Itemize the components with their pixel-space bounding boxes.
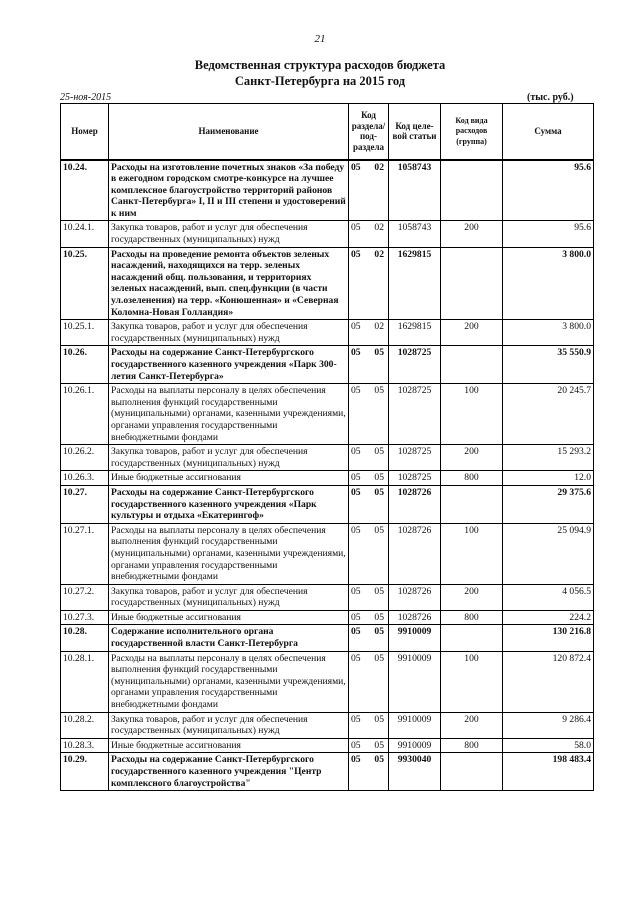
row-subsection-code: 05 — [374, 486, 384, 498]
row-number: 10.27.3. — [61, 610, 109, 625]
row-expense-type — [441, 346, 503, 384]
row-subsection-code: 05 — [374, 524, 384, 536]
row-sum: 15 293.2 — [503, 445, 594, 471]
row-section-code: 05 — [351, 347, 361, 359]
row-subsection-code: 02 — [374, 321, 384, 333]
row-number: 10.28.2. — [61, 712, 109, 738]
row-subsection-code: 05 — [374, 347, 384, 359]
row-section — [349, 471, 389, 486]
row-section-code: 05 — [351, 321, 361, 333]
row-subsection-code: 05 — [374, 754, 384, 766]
table-row — [61, 445, 594, 471]
row-number: 10.24. — [61, 160, 109, 221]
row-name: Расходы на изготовление почетных знаков «За победу в ежегодном городском смотре-конкурсе на лучшее комплексное благоустройство территорий районов Санкт-Петербурга» I, II и III степени и удостоверений к ним — [109, 160, 349, 221]
row-target: 1629815 — [389, 247, 441, 320]
row-sum: 95.6 — [503, 160, 594, 221]
row-name: Расходы на выплаты персоналу в целях обеспечения выполнения функций государственными (муниципальными) органами, казенными учреждениями, органами управления государственными внебюджетными фондами — [109, 523, 349, 584]
row-sum: 198 483.4 — [503, 753, 594, 791]
row-name: Расходы на выплаты персоналу в целях обеспечения выполнения функций государственными (муниципальными) органами, казенными учреждениями, органами управления государственными внебюджетными фондами — [109, 651, 349, 712]
row-subsection-code: 02 — [374, 248, 384, 260]
units-label: (тыс. руб.) — [527, 92, 574, 103]
document-date: 25-ноя-2015 — [60, 92, 112, 103]
row-target: 1058743 — [389, 221, 441, 247]
row-number: 10.24.1. — [61, 221, 109, 247]
row-expense-type — [441, 753, 503, 791]
row-section-code: 05 — [351, 486, 361, 498]
row-name: Расходы на содержание Санкт-Петербургского государственного казенного учреждения "Центр комплексного благоустройства" — [109, 753, 349, 791]
row-section — [349, 247, 389, 320]
row-subsection-code: 05 — [374, 652, 384, 664]
row-expense-type: 100 — [441, 523, 503, 584]
row-target: 1028725 — [389, 346, 441, 384]
table-row — [61, 738, 594, 753]
row-section-code: 05 — [351, 626, 361, 638]
row-subsection-code: 05 — [374, 385, 384, 397]
row-number: 10.29. — [61, 753, 109, 791]
row-expense-type: 100 — [441, 651, 503, 712]
table-header-row — [61, 104, 594, 160]
row-number: 10.26.2. — [61, 445, 109, 471]
row-expense-type: 800 — [441, 610, 503, 625]
row-name: Иные бюджетные ассигнования — [109, 610, 349, 625]
table-row — [61, 584, 594, 610]
row-section-code: 05 — [351, 222, 361, 234]
row-name: Расходы на содержание Санкт-Петербургского государственного казенного учреждения «Парк культуры и отдыха «Екатерингоф» — [109, 485, 349, 523]
table-row — [61, 625, 594, 651]
header-sum: Сумма — [503, 104, 594, 160]
row-sum: 95.6 — [503, 221, 594, 247]
row-expense-type: 800 — [441, 471, 503, 486]
table-row — [61, 346, 594, 384]
row-number: 10.28.1. — [61, 651, 109, 712]
row-sum: 58.0 — [503, 738, 594, 753]
row-section-code: 05 — [351, 739, 361, 751]
table-row — [61, 384, 594, 445]
row-sum: 3 800.0 — [503, 247, 594, 320]
row-subsection-code: 05 — [374, 446, 384, 458]
row-sum: 130 216.8 — [503, 625, 594, 651]
row-section — [349, 445, 389, 471]
row-name: Закупка товаров, работ и услуг для обеспечения государственных (муниципальных) нужд — [109, 320, 349, 346]
row-section-code: 05 — [351, 161, 361, 173]
row-expense-type — [441, 247, 503, 320]
table-row — [61, 651, 594, 712]
row-name: Закупка товаров, работ и услуг для обеспечения государственных (муниципальных) нужд — [109, 445, 349, 471]
row-target: 1028726 — [389, 523, 441, 584]
row-sum: 224.2 — [503, 610, 594, 625]
budget-table — [60, 103, 594, 791]
row-number: 10.27.1. — [61, 523, 109, 584]
row-target: 1028726 — [389, 584, 441, 610]
row-section-code: 05 — [351, 652, 361, 664]
row-expense-type: 800 — [441, 738, 503, 753]
row-name: Иные бюджетные ассигнования — [109, 738, 349, 753]
row-sum: 4 056.5 — [503, 584, 594, 610]
row-number: 10.26. — [61, 346, 109, 384]
row-section-code: 05 — [351, 754, 361, 766]
row-expense-type: 100 — [441, 384, 503, 445]
row-section — [349, 160, 389, 221]
header-number: Номер — [61, 104, 109, 160]
row-section — [349, 523, 389, 584]
row-sum: 25 094.9 — [503, 523, 594, 584]
row-section-code: 05 — [351, 611, 361, 623]
row-number: 10.27.2. — [61, 584, 109, 610]
row-sum: 20 245.7 — [503, 384, 594, 445]
row-number: 10.25. — [61, 247, 109, 320]
row-expense-type — [441, 160, 503, 221]
row-section — [349, 584, 389, 610]
row-subsection-code: 05 — [374, 626, 384, 638]
row-section — [349, 384, 389, 445]
table-row — [61, 160, 594, 221]
table-row — [61, 712, 594, 738]
row-name: Закупка товаров, работ и услуг для обеспечения государственных (муниципальных) нужд — [109, 712, 349, 738]
row-sum: 35 550.9 — [503, 346, 594, 384]
row-number: 10.26.3. — [61, 471, 109, 486]
row-section — [349, 221, 389, 247]
row-section — [349, 753, 389, 791]
row-target: 9930040 — [389, 753, 441, 791]
row-target: 1058743 — [389, 160, 441, 221]
row-sum: 9 286.4 — [503, 712, 594, 738]
row-sum: 29 375.6 — [503, 485, 594, 523]
row-name: Закупка товаров, работ и услуг для обеспечения государственных (муниципальных) нужд — [109, 584, 349, 610]
table-row — [61, 320, 594, 346]
row-section — [349, 485, 389, 523]
row-section — [349, 610, 389, 625]
row-target: 9910009 — [389, 738, 441, 753]
row-section-code: 05 — [351, 524, 361, 536]
row-name: Расходы на проведение ремонта объектов зеленых насаждений, находящихся на терр. зеленых насаждений общ. пользования, и территориях зеленых насаждений, вып. спец.функции (в части ул.озеленения) на терр. «Конюшенная» и «Северная Коломна-Новая Голландия» — [109, 247, 349, 320]
row-section-code: 05 — [351, 585, 361, 597]
row-section-code: 05 — [351, 248, 361, 260]
row-target: 1028725 — [389, 445, 441, 471]
table-row — [61, 610, 594, 625]
header-name: Наименование — [109, 104, 349, 160]
row-expense-type: 200 — [441, 445, 503, 471]
row-subsection-code: 05 — [374, 472, 384, 484]
table-row — [61, 523, 594, 584]
row-target: 1028726 — [389, 610, 441, 625]
row-target: 9910009 — [389, 625, 441, 651]
row-section — [349, 738, 389, 753]
row-section-code: 05 — [351, 385, 361, 397]
table-row — [61, 471, 594, 486]
row-section — [349, 651, 389, 712]
row-number: 10.28.3. — [61, 738, 109, 753]
row-section-code: 05 — [351, 446, 361, 458]
row-number: 10.28. — [61, 625, 109, 651]
page-number: 21 — [314, 33, 326, 45]
row-target: 1028726 — [389, 485, 441, 523]
row-name: Расходы на выплаты персоналу в целях обеспечения выполнения функций государственными (муниципальными) органами, казенными учреждениями, органами управления государственными внебюджетными фондами — [109, 384, 349, 445]
row-expense-type: 200 — [441, 584, 503, 610]
row-section-code: 05 — [351, 713, 361, 725]
table-row — [61, 485, 594, 523]
row-subsection-code: 05 — [374, 585, 384, 597]
row-name: Расходы на содержание Санкт-Петербургского государственного казенного учреждения «Парк 300-летия Санкт-Петербурга» — [109, 346, 349, 384]
row-subsection-code: 05 — [374, 739, 384, 751]
row-target: 1028725 — [389, 384, 441, 445]
row-number: 10.25.1. — [61, 320, 109, 346]
document-title-line2: Санкт-Петербурга на 2015 год — [234, 74, 406, 88]
row-name: Содержание исполнительного органа государственной власти Санкт-Петербурга — [109, 625, 349, 651]
row-subsection-code: 02 — [374, 222, 384, 234]
row-expense-type: 200 — [441, 320, 503, 346]
row-section — [349, 625, 389, 651]
row-target: 9910009 — [389, 651, 441, 712]
row-target: 9910009 — [389, 712, 441, 738]
row-expense-type — [441, 625, 503, 651]
row-section — [349, 712, 389, 738]
row-expense-type: 200 — [441, 712, 503, 738]
row-sum: 12.0 — [503, 471, 594, 486]
row-sum: 120 872.4 — [503, 651, 594, 712]
table-row — [61, 753, 594, 791]
row-name: Иные бюджетные ассигнования — [109, 471, 349, 486]
row-number: 10.26.1. — [61, 384, 109, 445]
table-body — [61, 160, 594, 791]
document-title-line1: Ведомственная структура расходов бюджета — [194, 58, 446, 72]
row-subsection-code: 05 — [374, 713, 384, 725]
row-number: 10.27. — [61, 485, 109, 523]
table-row — [61, 221, 594, 247]
row-section — [349, 346, 389, 384]
header-target: Код целе- вой статьи — [389, 104, 441, 160]
row-section — [349, 320, 389, 346]
row-target: 1629815 — [389, 320, 441, 346]
row-sum: 3 800.0 — [503, 320, 594, 346]
row-target: 1028725 — [389, 471, 441, 486]
row-section-code: 05 — [351, 472, 361, 484]
row-subsection-code: 05 — [374, 611, 384, 623]
row-expense-type: 200 — [441, 221, 503, 247]
row-subsection-code: 02 — [374, 161, 384, 173]
row-expense-type — [441, 485, 503, 523]
table-row — [61, 247, 594, 320]
header-expense-type: Код вида расходов (группа) — [441, 104, 503, 160]
header-section: Код раздела/ под- раздела — [349, 104, 389, 160]
row-name: Закупка товаров, работ и услуг для обеспечения государственных (муниципальных) нужд — [109, 221, 349, 247]
